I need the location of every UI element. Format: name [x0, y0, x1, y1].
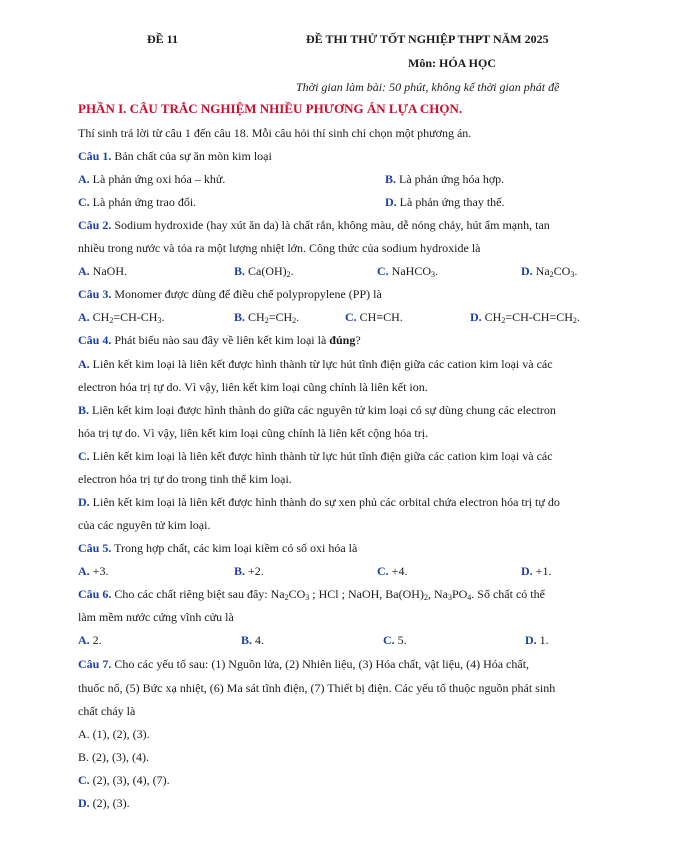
- option-text: CH≡CH.: [356, 310, 403, 324]
- option-text-end: .: [574, 264, 578, 278]
- question-5: [78, 541, 357, 556]
- option-letter: D.: [470, 310, 482, 324]
- subject: Môn: HÓA HỌC: [408, 56, 497, 70]
- question-1: [78, 149, 272, 164]
- question-7-line2: thuốc nổ, (5) Bức xạ nhiệt, (6) Ma sát tĩnh điện, (7) Thiết bị điện. Các yếu tố thuộc nguồn phát sinh: [78, 681, 556, 695]
- option-text: Liên kết kim loại là liên kết được hình thành từ lực hút tĩnh điện giữa các cation kim loại và các: [89, 357, 553, 371]
- q2-option-a: [78, 264, 127, 279]
- option-text: (1), (2), (3).: [89, 727, 150, 741]
- q3-option-c: [345, 310, 403, 325]
- question-text: ; HCl ; NaOH, Ba(OH): [309, 587, 424, 601]
- subscript: 2: [284, 593, 289, 602]
- option-letter: A.: [78, 727, 90, 741]
- option-text: CH: [89, 310, 110, 324]
- subscript: 4: [467, 593, 472, 602]
- option-text: Liên kết kim loại là liên kết được hình thành do sự xen phủ các orbital chứa electron hóa trị tự do: [89, 495, 560, 509]
- subscript: 2: [286, 270, 291, 279]
- option-text: Là phản ứng oxi hóa – khử.: [89, 172, 226, 186]
- subscript: 3: [447, 593, 452, 602]
- time-note: Thời gian làm bài: 50 phút, không kể thời gian phát đề: [296, 80, 560, 94]
- q4-option-c: [78, 449, 553, 464]
- q2-option-c: [377, 264, 438, 279]
- option-letter: B.: [385, 172, 397, 186]
- question-text: Sodium hydroxide (hay xút ăn da) là chất rắn, không màu, dễ nóng chảy, hút ẩm mạnh, tan: [111, 218, 550, 232]
- option-letter: B.: [241, 633, 253, 647]
- question-text: . Số chất có thể: [471, 587, 545, 601]
- question-text: Cho các chất riêng biệt sau đây: Na: [111, 587, 285, 601]
- option-text: 2.: [89, 633, 102, 647]
- question-number: Câu 5.: [78, 541, 112, 555]
- q1-option-b: [385, 172, 504, 187]
- option-text: +3.: [89, 564, 109, 578]
- question-number: Câu 1.: [78, 149, 112, 163]
- question-6-line2: làm mềm nước cứng vĩnh cửu là: [78, 610, 234, 624]
- question-text: Trong hợp chất, các kim loại kiềm có số oxi hóa là: [111, 541, 358, 555]
- option-letter: A.: [78, 172, 90, 186]
- q7-option-a: [78, 727, 150, 742]
- q7-option-c: [78, 773, 170, 788]
- question-text-emphasis: đúng: [329, 333, 356, 347]
- option-letter: B.: [234, 264, 246, 278]
- subscript: 2: [549, 270, 554, 279]
- option-text: (2), (3), (4).: [89, 750, 149, 764]
- q6-option-d: [525, 633, 549, 648]
- option-text: Là phản ứng thay thế.: [396, 195, 505, 209]
- q4-option-b-line2: hóa trị tự do. Vì vậy, liên kết kim loại cũng chính là liên kết cộng hóa trị.: [78, 426, 429, 440]
- option-text: (2), (3).: [89, 796, 130, 810]
- q5-option-b: [234, 564, 264, 579]
- option-letter: C.: [78, 195, 90, 209]
- subscript: 3: [431, 270, 435, 279]
- option-text-mid: CO: [553, 264, 571, 278]
- question-text: PO: [451, 587, 468, 601]
- subscript: 2: [423, 593, 428, 602]
- option-text-mid: =CH: [268, 310, 293, 324]
- question-text: , Na: [427, 587, 448, 601]
- question-7-line3: chất cháy là: [78, 704, 136, 718]
- option-letter: C.: [78, 773, 90, 787]
- question-text: Monomer được dùng để điều chế polypropylene (PP) là: [111, 287, 382, 301]
- question-text: Cho các yếu tố sau: (1) Nguồn lửa, (2) Nhiên liệu, (3) Hóa chất, vật liệu, (4) Hóa chất,: [111, 657, 530, 671]
- option-text: (2), (3), (4), (7).: [89, 773, 170, 787]
- question-2: [78, 218, 550, 233]
- option-text: Là phản ứng trao đổi.: [89, 195, 197, 209]
- question-2-line2: nhiều trong nước và tỏa ra một lượng nhiệt lớn. Công thức của sodium hydroxide là: [78, 241, 481, 255]
- subscript: 2: [292, 316, 297, 325]
- option-letter: D.: [78, 796, 90, 810]
- q3-option-a: [78, 310, 164, 325]
- option-text: Là phản ứng hóa hợp.: [396, 172, 505, 186]
- option-letter: A.: [78, 264, 90, 278]
- option-text: NaHCO: [388, 264, 431, 278]
- q6-option-a: [78, 633, 102, 648]
- question-number: Câu 3.: [78, 287, 112, 301]
- option-text: NaOH.: [89, 264, 127, 278]
- q4-option-b: [78, 403, 556, 418]
- option-text: Na: [532, 264, 550, 278]
- option-text-mid: =CH-CH: [113, 310, 158, 324]
- question-number: Câu 6.: [78, 587, 112, 601]
- option-text: 4.: [252, 633, 265, 647]
- option-letter: D.: [521, 264, 533, 278]
- exam-code: ĐỀ 11: [147, 32, 179, 46]
- q7-option-d: [78, 796, 130, 811]
- question-number: Câu 4.: [78, 333, 112, 347]
- option-text: Ca(OH): [245, 264, 287, 278]
- q4-option-a-line2: electron hóa trị tự do. Vì vậy, liên kết kim loại cũng chính là liên kết ion.: [78, 380, 428, 394]
- q5-option-a: [78, 564, 108, 579]
- option-letter: A.: [78, 633, 90, 647]
- q4-option-c-line2: electron hóa trị tự do trong tinh thể kim loại.: [78, 472, 292, 486]
- option-text-end: .: [290, 264, 294, 278]
- question-text: Phát biểu nào sau đây về liên kết kim loại là: [111, 333, 330, 347]
- option-text: Liên kết kim loại được hình thành do giữa các nguyên tử kim loại có sự dùng chung các electron: [89, 403, 556, 417]
- q1-option-c: [78, 195, 196, 210]
- q3-option-d: [470, 310, 580, 325]
- q5-option-c: [377, 564, 407, 579]
- q2-option-b: [234, 264, 294, 279]
- q5-option-d: [521, 564, 551, 579]
- option-text: CH: [481, 310, 502, 324]
- question-6: [78, 587, 545, 602]
- question-text: Bản chất của sự ăn mòn kim loại: [111, 149, 272, 163]
- exam-title: ĐỀ THI THỬ TỐT NGHIỆP THPT NĂM 2025: [306, 32, 549, 46]
- option-text-end: .: [296, 310, 300, 324]
- subscript: 2: [264, 316, 269, 325]
- option-letter: C.: [345, 310, 357, 324]
- subscript: 3: [570, 270, 575, 279]
- option-letter: B.: [234, 564, 246, 578]
- option-letter: B.: [234, 310, 246, 324]
- option-letter: C.: [383, 633, 395, 647]
- section-title: PHẦN I. CÂU TRẮC NGHIỆM NHIỀU PHƯƠNG ÁN LỰA CHỌN.: [78, 101, 463, 116]
- option-text-end: .: [161, 310, 165, 324]
- option-letter: D.: [525, 633, 537, 647]
- option-text: +1.: [532, 564, 552, 578]
- q6-option-c: [383, 633, 407, 648]
- q4-option-d: [78, 495, 560, 510]
- question-7: [78, 657, 529, 672]
- question-text: CO: [288, 587, 306, 601]
- q2-option-d: [521, 264, 577, 279]
- question-number: Câu 2.: [78, 218, 112, 232]
- question-3: [78, 287, 382, 302]
- option-text-mid: =CH-CH=CH: [505, 310, 573, 324]
- option-text: Liên kết kim loại là liên kết được hình thành từ lực hút tĩnh điện giữa các cation kim loại và các: [89, 449, 553, 463]
- subscript: 2: [501, 316, 506, 325]
- q4-option-a: [78, 357, 553, 372]
- question-4: [78, 333, 361, 348]
- option-text-end: .: [435, 264, 438, 278]
- option-text-end: .: [576, 310, 580, 324]
- option-letter: C.: [377, 264, 389, 278]
- question-text-end: ?: [355, 333, 361, 347]
- q4-option-d-line2: của các nguyên tử kim loại.: [78, 518, 211, 532]
- option-letter: A.: [78, 357, 90, 371]
- option-text: 1.: [536, 633, 549, 647]
- option-text: 5.: [394, 633, 407, 647]
- q1-option-a: [78, 172, 225, 187]
- option-letter: D.: [385, 195, 397, 209]
- option-letter: A.: [78, 564, 90, 578]
- q7-option-b: [78, 750, 149, 765]
- option-letter: C.: [78, 449, 90, 463]
- option-text: +2.: [245, 564, 264, 578]
- option-text: CH: [245, 310, 265, 324]
- q6-option-b: [241, 633, 264, 648]
- option-letter: B.: [78, 750, 90, 764]
- subscript: 3: [157, 316, 162, 325]
- question-number: Câu 7.: [78, 657, 112, 671]
- option-letter: D.: [521, 564, 533, 578]
- subscript: 2: [109, 316, 114, 325]
- option-letter: C.: [377, 564, 389, 578]
- q1-option-d: [385, 195, 504, 210]
- option-letter: B.: [78, 403, 90, 417]
- option-letter: D.: [78, 495, 90, 509]
- option-text: +4.: [388, 564, 408, 578]
- q3-option-b: [234, 310, 299, 325]
- section-instruction: Thí sinh trả lời từ câu 1 đến câu 18. Mỗi câu hỏi thí sinh chỉ chọn một phương án.: [78, 126, 472, 140]
- subscript: 2: [572, 316, 577, 325]
- subscript: 3: [305, 593, 310, 602]
- option-letter: A.: [78, 310, 90, 324]
